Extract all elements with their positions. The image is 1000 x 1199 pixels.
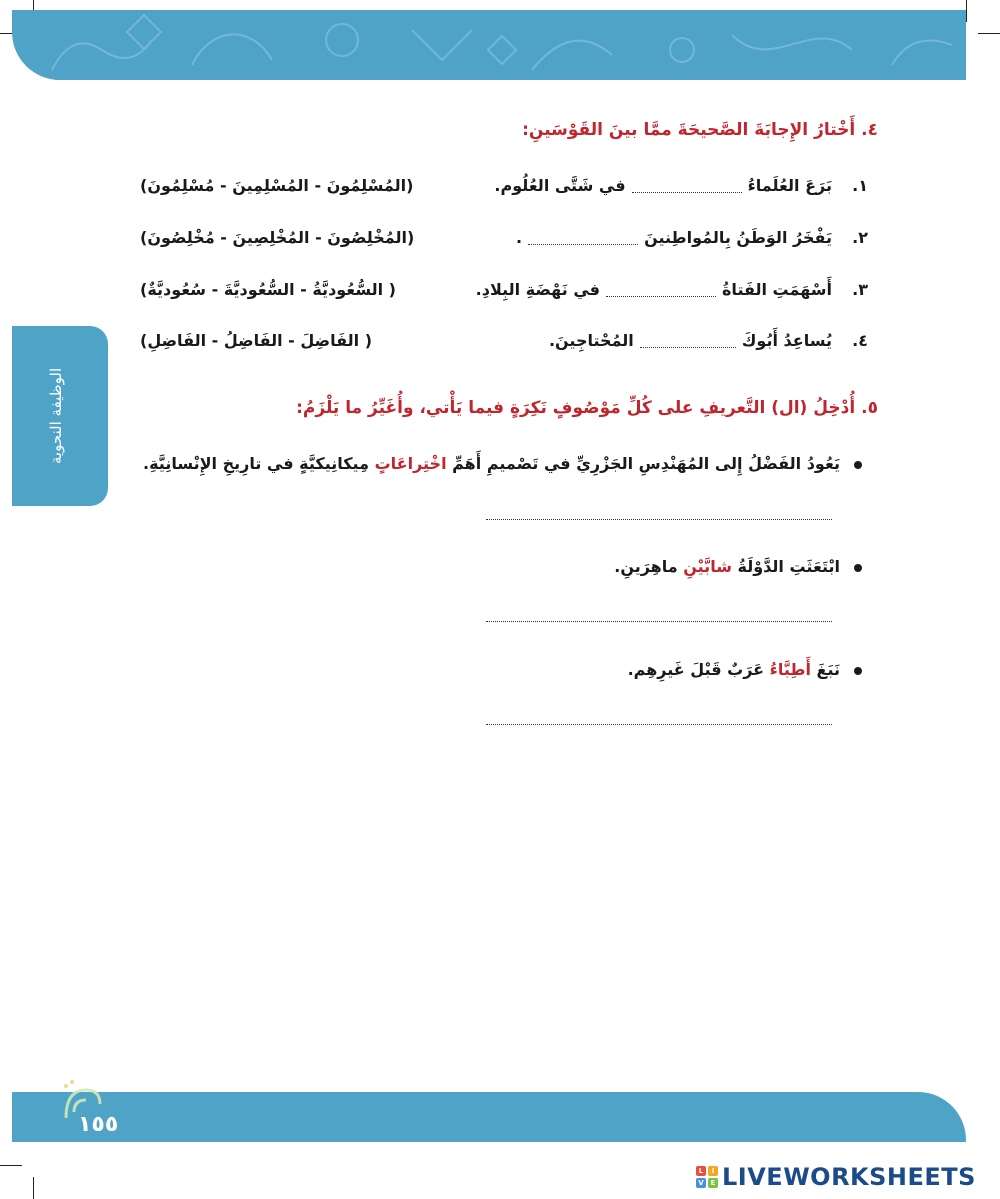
bullet-icon <box>854 667 862 675</box>
item-number: ٣. <box>852 280 868 299</box>
decorative-pattern-icon <box>12 10 966 80</box>
choice-options: (المُسْلِمُونَ - المُسْلِمِينَ - مُسْلِمُونَ) <box>140 176 414 195</box>
exercise-5-item <box>143 454 862 473</box>
sentence-end: المُحْتاجِينَ. <box>548 331 634 350</box>
sentence-start: يَعُودُ الفَضْلُ إِلى المُهَنْدِسِ الجَزْرِيِّ في تَصْميمِ أَهَمِّ <box>446 454 840 473</box>
sentence-start: يَفْخَرُ الوَطَنُ بِالمُواطِنينَ <box>644 228 832 247</box>
exercise-4-title: ٤. أَخْتارُ الإِجابَةَ الصَّحيحَةَ ممَّا بينَ القَوْسَينِ: <box>522 120 878 140</box>
answer-blank[interactable] <box>640 335 736 348</box>
sentence-end: . <box>515 228 523 247</box>
answer-blank[interactable] <box>606 284 716 297</box>
item-number: ١. <box>852 176 868 195</box>
sentence-start: بَرَعَ العُلَماءُ <box>747 176 832 195</box>
item-sentence <box>494 176 832 195</box>
answer-line[interactable] <box>486 723 832 725</box>
exercise-5-item <box>614 557 862 576</box>
choice-options: ( السُّعُوديَّةُ - السُّعُوديَّةَ - سُعُوديَّةٌ) <box>140 280 396 299</box>
brand-tile: I <box>708 1166 718 1176</box>
answer-line[interactable] <box>486 620 832 622</box>
brand-tiles-icon <box>696 1166 718 1188</box>
answer-line[interactable] <box>486 518 832 520</box>
side-tab-label: الوظيفة النحوية <box>47 367 65 465</box>
brand-name: LIVEWORKSHEETS <box>722 1163 976 1191</box>
footer-band <box>12 1092 966 1142</box>
header-band <box>12 10 966 80</box>
crop-mark <box>33 1177 34 1199</box>
sentence-end: عَرَبٌ قَبْلَ غَيرِهِم. <box>627 660 770 679</box>
crop-mark <box>978 33 1000 34</box>
page-number: ١٥٥ <box>78 1112 119 1137</box>
bullet-icon <box>854 564 862 572</box>
brand-tile: E <box>708 1178 718 1188</box>
exercise-4-item <box>140 331 868 361</box>
highlighted-word: أَطِبَّاءُ <box>769 660 811 679</box>
brand-tile: V <box>696 1178 706 1188</box>
brand-tile: L <box>696 1166 706 1176</box>
sentence-end: ماهِرَينِ. <box>614 557 684 576</box>
exercise-4-item <box>140 228 868 258</box>
sentence-start: يُساعِدُ أَبُوكَ <box>741 331 832 350</box>
item-sentence <box>549 331 832 350</box>
bullet-icon <box>854 461 862 469</box>
crop-mark <box>0 1165 22 1166</box>
highlighted-word: اخْتِراعَاتٍ <box>374 454 447 473</box>
crop-mark <box>966 0 967 22</box>
exercise-4-item <box>140 176 868 206</box>
answer-blank[interactable] <box>528 232 638 245</box>
choice-options: (المُخْلِصُونَ - المُخْلِصِينَ - مُخْلِصُونَ) <box>140 228 415 247</box>
answer-blank[interactable] <box>632 180 742 193</box>
item-sentence <box>516 228 832 247</box>
brand-logo <box>696 1160 976 1194</box>
sentence-start: نَبَغَ <box>810 660 840 679</box>
highlighted-word: شابَّيْنِ <box>683 557 732 576</box>
sentence-end: مِيكانِيكيَّةٍ في تارِيخِ الإِنْسانِيَّةِ. <box>143 454 375 473</box>
sentence-start: ابْتَعَثَتِ الدَّوْلَةُ <box>731 557 840 576</box>
item-number: ٢. <box>852 228 868 247</box>
exercise-4-item <box>140 280 868 310</box>
item-number: ٤. <box>852 331 868 350</box>
choice-options: ( الفَاضِلَ - الفَاضِلُ - الفَاضِلِ) <box>140 331 373 350</box>
sentence-end: في شَتَّى العُلُوم. <box>494 176 626 195</box>
exercise-5-title: ٥. أُدْخِلُ (ال) التَّعريفِ على كُلِّ مَوْصُوفٍ نَكِرَةٍ فيما يَأْتي، وأُغَيِّرُ ما يَلْزَمُ: <box>296 398 878 418</box>
item-sentence <box>476 280 832 299</box>
exercise-5-item <box>628 660 862 679</box>
sentence-end: في نَهْضَةِ البِلادِ. <box>475 280 600 299</box>
sentence-start: أَسْهَمَتِ الفَتاةُ <box>721 280 832 299</box>
